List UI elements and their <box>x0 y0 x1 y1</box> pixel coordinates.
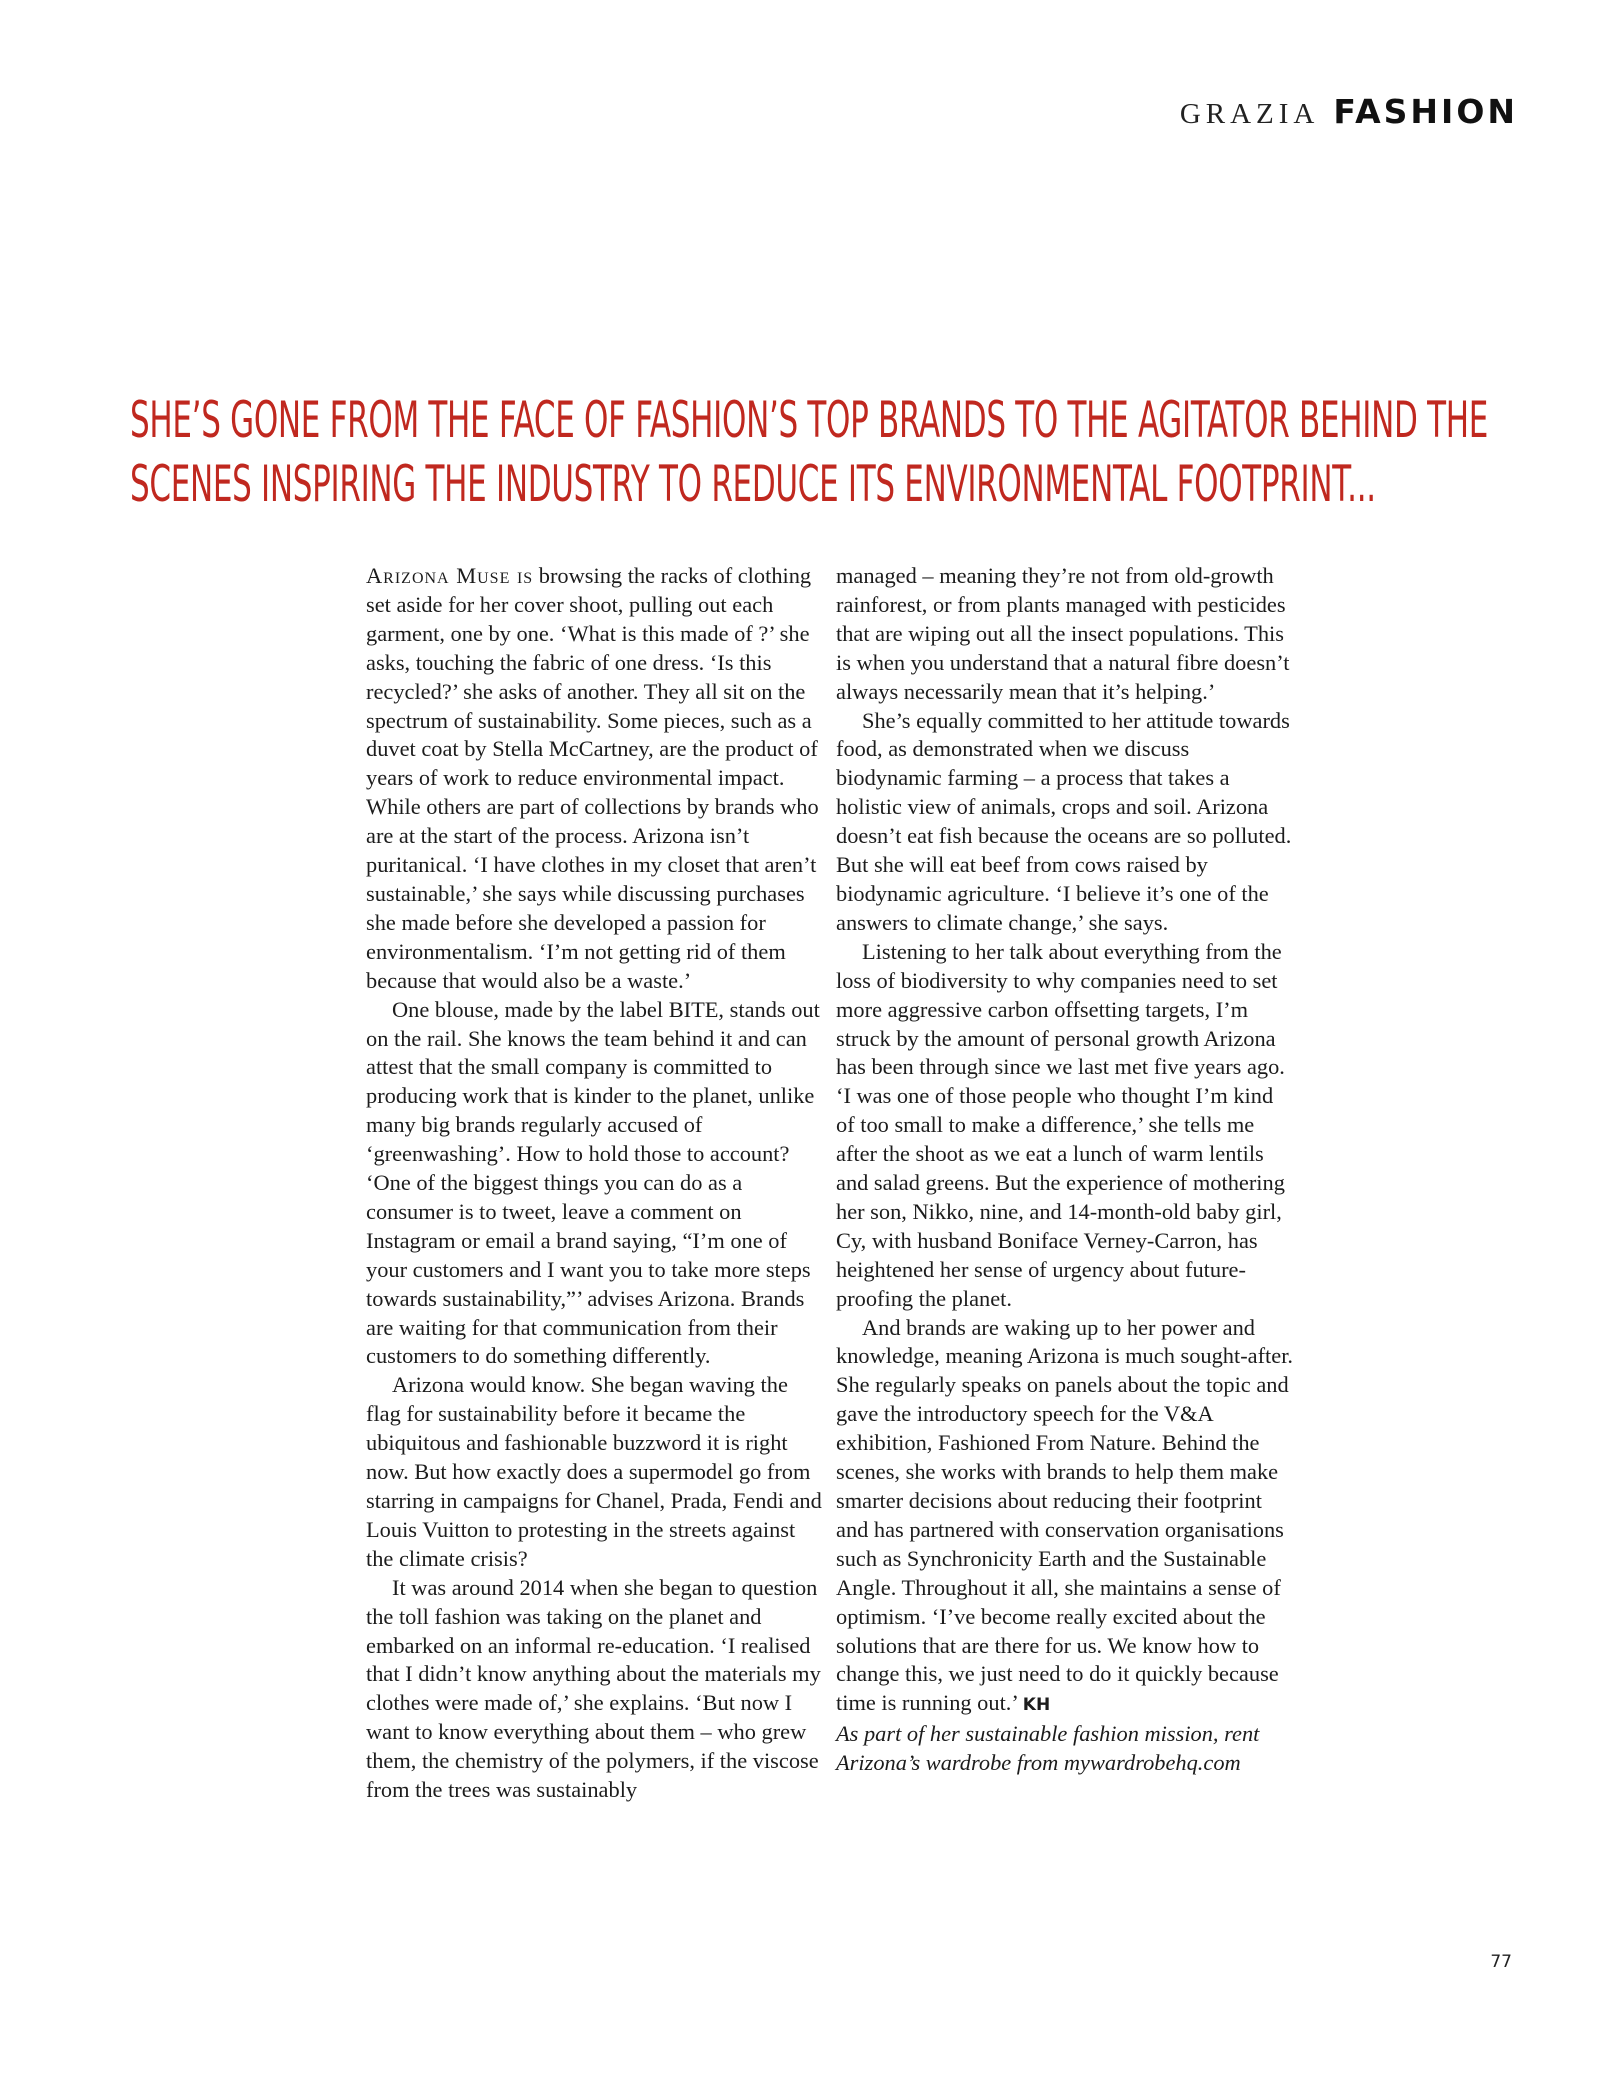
author-initials: KH <box>1022 1695 1051 1716</box>
page-number: 77 <box>1490 1952 1512 1972</box>
paragraph-1-text: browsing the racks of clothing set aside for her cover shoot, pulling out each garment, one by one. ‘What is this made of ?’ she asks, touching the fabric of one dress. ‘Is this recycled?’ she asks of another. They all sit on the spectrum of sustainability. Some pieces, such as a duvet coat by Stella McCartney, are the product of years of work to reduce environmental impact. While others are part of collections by brands who are at the start of the process. Arizona isn’t puritanical. ‘I have clothes in my closet that aren’t sustainable,’ she says while discussing purchases she made before she developed a passion for environmentalism. ‘I’m not getting rid of them because that would also be a waste.’ <box>366 563 819 993</box>
headline-line-1: SHE’S GONE FROM THE FACE OF FASHION’S TOP BRANDS TO THE AGITATOR BEHIND THE <box>130 391 1488 449</box>
magazine-brand: GRAZIA <box>1179 98 1320 130</box>
headline-line-2: SCENES INSPIRING THE INDUSTRY TO REDUCE ITS ENVIRONMENTAL FOOTPRINT... <box>130 455 1376 513</box>
body-column-left <box>366 562 826 1805</box>
body-paragraph-6: Listening to her talk about everything from the loss of biodiversity to why companies need to set more aggressive carbon offsetting targets, I’m struck by the amount of personal growth Arizona has been through since we last met five years ago. ‘I was one of those people who thought I’m kind of too small to make a difference,’ she tells me after the shoot as we eat a lunch of warm lentils and salad greens. But the experience of mothering her son, Nikko, nine, and 14-month-old baby girl, Cy, with husband Boniface Verney-Carron, has heightened her sense of urgency about future-proofing the planet. <box>836 938 1285 1311</box>
paragraph-7-text: And brands are waking up to her power and knowledge, meaning Arizona is much sought-after. She regularly speaks on panels about the topic and gave the introductory speech for the V&A exhibition, Fashioned From Nature. Behind the scenes, she works with brands to help them make smarter decisions about reducing their footprint and has partnered with conservation organisations such as Synchronicity Earth and the Sustainable Angle. Throughout it all, she maintains a sense of optimism. ‘I’ve become really excited about the solutions that are there for us. We know how to change this, we just need to do it quickly because time is running out.’ <box>836 1314 1294 1716</box>
section-label: FASHION <box>1333 92 1518 131</box>
body-paragraph-1 <box>366 562 826 996</box>
body-paragraph-2: One blouse, made by the label BITE, stands out on the rail. She knows the team behind it and can attest that the small company is committed to producing work that is kinder to the planet, unlike many big brands regularly accused of ‘greenwashing’. How to hold those to account? ‘One of the biggest things you can do as a consumer is to tweet, leave a comment on Instagram or email a brand saying, “I’m one of your customers and I want you to take more steps towards sustainability,”’ advises Arizona. Brands are waiting for that communication from their customers to do something differently. <box>366 996 820 1369</box>
article-headline <box>130 388 1488 516</box>
body-paragraph-4: It was around 2014 when she began to question the toll fashion was taking on the planet and embarked on an informal re-education. ‘I realised that I didn’t know anything about the materials my clothes were made of,’ she explains. ‘But now I want to know everything about them – who grew them, the chemistry of the polymers, if the viscose from the trees was sustainably <box>366 1574 821 1803</box>
article-caption: As part of her sustainable fashion mission, rent Arizona’s wardrobe from mywardrobehq.com <box>836 1721 1260 1776</box>
body-paragraph-7 <box>836 1314 1296 1721</box>
body-paragraph-4-continued: managed – meaning they’re not from old-growth rainforest, or from plants managed with pesticides that are wiping out all the insect populations. This is when you understand that a natural fibre doesn’t always necessarily mean that it’s helping.’ <box>836 563 1290 704</box>
magazine-header <box>1180 92 1518 131</box>
lead-in: Arizona Muse is <box>366 563 534 588</box>
body-paragraph-5: She’s equally committed to her attitude towards food, as demonstrated when we discuss biodynamic farming – a process that takes a holistic view of animals, crops and soil. Arizona doesn’t eat fish because the oceans are so polluted. But she will eat beef from cows raised by biodynamic agriculture. ‘I believe it’s one of the answers to climate change,’ she says. <box>836 707 1292 935</box>
body-column-right <box>836 562 1296 1778</box>
body-paragraph-3: Arizona would know. She began waving the flag for sustainability before it became the ubiquitous and fashionable buzzword it is right now. But how exactly does a supermodel go from starring in campaigns for Chanel, Prada, Fendi and Louis Vuitton to protesting in the streets against the climate crisis? <box>366 1372 822 1571</box>
